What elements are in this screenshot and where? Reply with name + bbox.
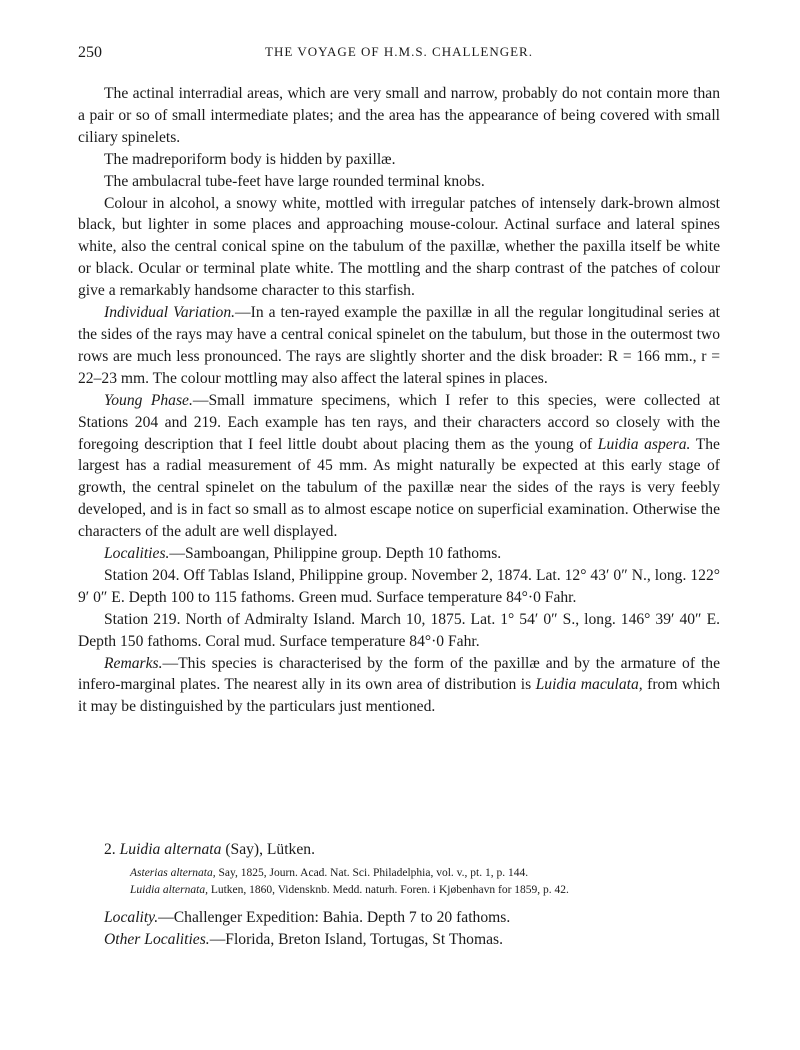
section-label: Individual Variation. bbox=[104, 304, 236, 322]
entry-heading bbox=[104, 839, 720, 861]
paragraph-text: —In a ten-rayed example the paxillæ in all the regular longitudinal series at the sides of the rays may have a central conical spinelet on the tabulum, but those in the outermost two rows are much less pronounced. The rays are slightly shorter and the disk broader: R = 166 mm., r = 22–23 mm. The colour mottling may also affect the lateral spines in places. bbox=[78, 304, 720, 387]
paragraph-text: —Florida, Breton Island, Tortugas, St Thomas. bbox=[209, 931, 503, 948]
page-header bbox=[78, 44, 720, 66]
paragraph-locality bbox=[104, 907, 720, 929]
paragraph-young-phase bbox=[78, 390, 720, 543]
section-label: Young Phase. bbox=[104, 391, 193, 409]
page-number: 250 bbox=[78, 44, 102, 61]
synonym-reference: Lutken, 1860, Vidensknb. Medd. naturh. Foren. i Kjøbenhavn for 1859, p. 42. bbox=[210, 884, 569, 896]
paragraph-individual-variation bbox=[78, 302, 720, 390]
synonym-entry bbox=[130, 865, 720, 882]
species-entry bbox=[78, 839, 720, 951]
synonym-name: Asterias alternata, bbox=[130, 867, 216, 879]
body-text bbox=[78, 83, 720, 718]
paragraph-localities bbox=[78, 543, 720, 565]
paragraph-remarks bbox=[78, 653, 720, 719]
paragraph-text: —Samboangan, Philippine group. Depth 10 fathoms. bbox=[169, 545, 502, 563]
section-label: Localities. bbox=[104, 545, 170, 563]
synonym-reference: Say, 1825, Journ. Acad. Nat. Sci. Philadelphia, vol. v., pt. 1, p. 144. bbox=[218, 867, 529, 879]
paragraph-actinal-areas: The actinal interradial areas, which are very small and narrow, probably do not contain more than a pair or so of small intermediate plates; and the area has the appearance of being covered with small ciliary spinelets. bbox=[78, 85, 720, 146]
section-label: Remarks. bbox=[104, 654, 163, 672]
paragraph-madreporiform: The madreporiform body is hidden by paxillæ. bbox=[104, 150, 396, 168]
section-label: Locality. bbox=[104, 909, 159, 926]
section-label: Other Localities. bbox=[104, 931, 210, 948]
paragraph-other-localities bbox=[104, 929, 720, 951]
synonym-name: Luidia alternata, bbox=[130, 884, 208, 896]
running-title: THE VOYAGE OF H.M.S. CHALLENGER. bbox=[265, 44, 533, 59]
paragraph-text: —This species is characterised by the form of the paxillæ and by the armature of the infero-marginal plates. The nearest ally in its own area of distribution is bbox=[78, 654, 720, 694]
paragraph-colour: Colour in alcohol, a snowy white, mottled with irregular patches of intensely dark-brown almost black, but lighter in some places and approaching mouse-colour. Actinal surface and lateral spines white, also the central conical spine on the tabulum of the paxillæ, whether the paxilla itself be white or black. Ocular or terminal plate white. The mottling and the sharp contrast of the patches of colour give a remarkably handsome character to this starfish. bbox=[78, 194, 720, 300]
paragraph-text: from which it may be distinguished by the particulars just mentioned. bbox=[78, 676, 721, 716]
species-name: Luidia aspera. bbox=[597, 435, 691, 453]
entry-species-name: Luidia alternata bbox=[119, 841, 222, 858]
entry-number: 2. bbox=[104, 841, 116, 858]
paragraph-tube-feet: The ambulacral tube-feet have large rounded terminal knobs. bbox=[104, 172, 485, 190]
species-name: Luidia maculata, bbox=[535, 676, 643, 694]
paragraph-text: The largest has a radial measurement of 45 mm. As might naturally be expected at this early stage of growth, the central spinelet on the tabulum of the paxillæ near the sides of the rays is very feebly developed, and is in fact so small as to almost escape notice on superficial examination. Otherwise the characters of the adult are well displayed. bbox=[78, 435, 720, 541]
paragraph-text: —Challenger Expedition: Bahia. Depth 7 to 20 fathoms. bbox=[158, 909, 511, 926]
paragraph-station-204: Station 204. Off Tablas Island, Philippine group. November 2, 1874. Lat. 12° 43′ 0″ N., long. 122° 9′ 0″ E. Depth 100 to 115 fathoms. Green mud. Surface temperature 84°·0 Fahr. bbox=[78, 566, 720, 606]
paragraph-text: —Small immature specimens, which I refer to this species, were collected at Stations 204 and 219. Each example has ten rays, and their characters accord so closely with the foregoing description that I feel little doubt about placing them as the young of bbox=[78, 391, 720, 453]
entry-author: (Say), Lütken. bbox=[225, 841, 315, 858]
synonymy-list bbox=[78, 865, 720, 899]
paragraph-station-219: Station 219. North of Admiralty Island. March 10, 1875. Lat. 1° 54′ 0″ S., long. 146° 39′ 40″ E. Depth 150 fathoms. Coral mud. Surface temperature 84°·0 Fahr. bbox=[78, 610, 720, 650]
synonym-entry bbox=[130, 882, 720, 899]
